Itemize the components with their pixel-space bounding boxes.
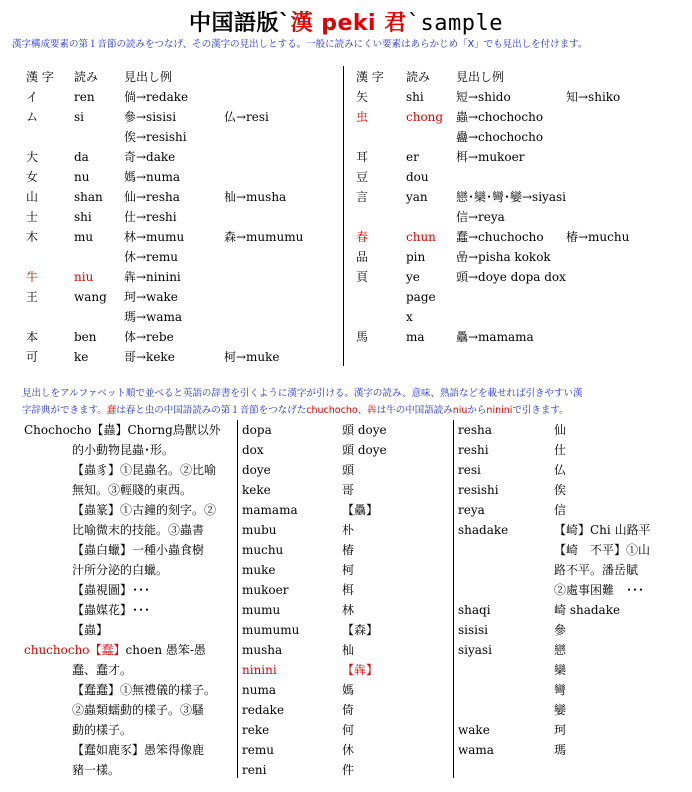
row-example: 嵒→pisha kokok [456,250,551,264]
index-reading: siyasi [458,643,492,657]
row-example: 珂→wake [124,290,178,304]
index-kanji: 件 [342,763,355,777]
column-divider [237,420,238,778]
row-reading: mu [74,230,94,244]
row-reading: yan [406,190,428,204]
header-kanji: 漢 字 [356,70,384,84]
row-kanji: 春 [356,230,369,244]
row-kanji: 女 [26,170,39,184]
row-example-2: 仏→resi [224,110,269,124]
row-kanji: 馬 [356,330,369,344]
row-reading: pin [406,250,426,264]
row-example: 仙→resha [124,190,180,204]
index-kanji: 俟 [554,483,567,497]
index-reading: reya [458,503,485,517]
index-kanji: 仏 [554,463,567,477]
header-kanji: 漢 字 [26,70,54,84]
row-example: 媽→numa [124,170,181,184]
index-kanji: 瑪 [554,743,567,757]
index-reading: doye [242,463,271,477]
index-kanji: 頭 [342,463,355,477]
index-kanji: 頭 doye [342,423,387,437]
index-kanji: 【森】 [342,623,379,637]
row-kanji: 木 [26,230,39,244]
index-reading: resi [458,463,481,477]
row-reading: chong [406,110,444,124]
index-reading: mumu [242,603,281,617]
row-example: 俟→resishi [124,130,187,144]
row-kanji: 豆 [356,170,369,184]
index-kanji: 杣 [342,643,355,657]
column-divider [453,420,454,778]
row-example: 頭→doye dopa dox [456,270,566,284]
title-highlight: 漢 peki 君 [290,11,407,36]
index-kanji: 【崎】Chi 山路平 [554,523,651,537]
title-suffix: `sample [406,11,503,36]
row-kanji: 士 [26,210,39,224]
index-reading: resishi [458,483,499,497]
row-example: 仕→reshi [124,210,177,224]
index-reading: muchu [242,543,284,557]
row-example: 休→remu [124,250,179,264]
index-kanji: 朴 [342,523,355,537]
row-example: 驫→mamama [456,330,534,344]
row-kanji: 本 [26,330,39,344]
row-example: 蟲→chochocho [456,110,544,124]
row-kanji: イ [26,90,39,104]
dict-entry-head: chuchocho【蠢】choen 愚笨-愚 [24,643,206,657]
row-kanji: 矢 [356,90,369,104]
row-reading: nu [74,170,90,184]
index-reading: reke [242,723,270,737]
row-kanji: 可 [26,350,39,364]
index-reading: keke [242,483,271,497]
row-kanji: 耳 [356,150,369,164]
header-note: 漢字構成要素の第１音節の読みをつなげ、その漢字の見出しとする。一般に読みにくい要素はあらかじめ「X」でも見出しを付けます。 [12,39,588,50]
row-reading: er [406,150,419,164]
row-example-2: 知→shiko [566,90,621,104]
index-kanji: 栮 [342,583,355,597]
dict-entry-head: Chochocho【蟲】Chorng鳥獸以外 [24,423,221,437]
index-kanji: ②處事困難 ･･･ [554,583,645,597]
index-kanji: 仕 [554,443,567,457]
index-reading: ninini [242,663,277,677]
dict-entry-line: ②蟲類蠕動的樣子。③騷 [72,703,205,717]
index-kanji: 【驫】 [342,503,379,517]
index-kanji: 媽 [342,683,355,697]
row-reading: wang [74,290,107,304]
row-example: 戀･欒･彎･孌→siyasi [456,190,566,204]
index-reading: wake [458,723,490,737]
row-example-2: 森→mumumu [224,230,304,244]
index-kanji: 珂 [554,723,567,737]
row-example: 林→mumu [124,230,185,244]
row-kanji: 王 [26,290,39,304]
index-kanji: 頭 doye [342,443,387,457]
index-kanji: 【犇】 [342,663,379,677]
dict-entry-line: 【蟲】 [72,623,109,637]
row-kanji: 品 [356,250,369,264]
row-example: 哥→keke [124,350,175,364]
row-example: 倘→redake [124,90,189,104]
header-example: 見出し例 [456,70,505,84]
row-reading: page [406,290,436,304]
row-example: 信→reya [456,210,505,224]
index-reading: shaqi [458,603,491,617]
row-example: 參→sisisi [124,110,177,124]
index-kanji: 欒 [554,663,567,677]
row-reading: ye [406,270,420,284]
dictionary-sample [0,420,692,792]
row-example: 栮→mukoer [456,150,525,164]
index-kanji: 參 [554,623,567,637]
row-example: 短→shido [456,90,511,104]
index-reading: numa [242,683,276,697]
row-kanji: 山 [26,190,39,204]
index-kanji: 何 [342,723,355,737]
row-example: 奇→dake [124,150,176,164]
index-kanji: 路不平。潘岳賦 [554,563,639,577]
index-reading: mukoer [242,583,289,597]
index-reading: dox [242,443,264,457]
index-kanji: 椿 [342,543,355,557]
row-reading: ren [74,90,95,104]
row-example: 体→rebe [124,330,174,344]
row-reading: ke [74,350,89,364]
row-kanji: 大 [26,150,39,164]
row-reading: ma [406,330,425,344]
row-reading: x [406,310,413,324]
index-reading: shadake [458,523,509,537]
row-reading: chun [406,230,436,244]
dict-entry-line: 【蟲篆】①古鐘的刻字。② [72,503,217,517]
dict-entry-line: 【蠢蠢】①無禮儀的樣子。 [72,683,217,697]
row-reading: dou [406,170,429,184]
index-reading: redake [242,703,285,717]
index-kanji: 崎 shadake [554,603,621,617]
component-table-right [356,67,676,367]
title-prefix: 中国語版` [189,11,291,36]
index-kanji: 林 [342,603,355,617]
dict-entry-line: 【蠢如鹿豕】愚笨得像鹿 [72,743,205,757]
dict-entry-line: 【蟲媒花】･･･ [72,603,151,617]
usage-note-line1: 見出しをアルファベット順で並べると英語の辞書を引くように漢字が引ける。漢字の読み、意味、熟語などを載せれば引きやすい漢 [22,388,583,399]
dictionary-entries [24,420,236,780]
header-reading: 読み [406,70,431,84]
index-reading: reni [242,763,267,777]
dict-entry-line: 【蟲視圖】･･･ [72,583,151,597]
index-reading: mumumu [242,623,300,637]
row-reading: niu [74,270,94,284]
index-reading: mubu [242,523,277,537]
row-reading: shi [406,90,424,104]
index-kanji: 仙 [554,423,567,437]
dict-entry-line: 無知。③輕賤的東西。 [72,483,193,497]
dict-entry-line: 【蟲白蠟】一種小蟲食樹 [72,543,205,557]
index-kanji: 哥 [342,483,355,497]
index-kanji: 彎 [554,683,567,697]
row-example-2: 杣→musha [224,190,287,204]
index-reading: resha [458,423,492,437]
dict-entry-line: 比喻微末的技能。③蟲書 [72,523,205,537]
usage-note-line2: 字辞典ができます。蠢は春と虫の中国語読みの第１音節をつなげたchuchocho、犇は牛の中国語読みniuからnininiで引きます。 [22,405,569,416]
row-reading: ben [74,330,97,344]
dict-entry-line: 動的樣子。 [72,723,133,737]
index-kanji: 孌 [554,703,567,717]
row-reading: da [74,150,89,164]
index-reading: mamama [242,503,298,517]
index-reading: sisisi [458,623,488,637]
index-reading: muke [242,563,276,577]
index-kanji: 倚 [342,703,355,717]
dict-entry-line: 【蟲豸】①昆蟲名。②比喻 [72,463,217,477]
usage-note [22,385,682,419]
row-reading: shan [74,190,103,204]
dict-entry-line: 汁所分泌的白蠟。 [72,563,169,577]
dict-entry-line: 豬一樣。 [72,763,121,777]
row-kanji: 虫 [356,110,369,124]
row-example: 蠱→chochocho [456,130,544,144]
table-divider [343,66,344,366]
index-reading: wama [458,743,494,757]
header-reading: 読み [74,70,99,84]
row-kanji: 頁 [356,270,369,284]
row-example: 瑪→wama [124,310,183,324]
index-kanji: 【崎 不平】①山 [554,543,651,557]
index-kanji: 休 [342,743,355,757]
row-kanji: 牛 [26,270,39,284]
row-reading: shi [74,210,92,224]
row-example-2: 椿→muchu [566,230,630,244]
index-kanji: 柯 [342,563,355,577]
index-kanji: 信 [554,503,567,517]
page-title [0,6,692,37]
header-example: 見出し例 [124,70,173,84]
index-reading: musha [242,643,283,657]
dict-entry-line: 蠢、蠢才。 [72,663,133,677]
row-reading: si [74,110,84,124]
dict-entry-line: 的小動物昆蟲･形。 [72,443,175,457]
index-reading: reshi [458,443,489,457]
index-reading: dopa [242,423,272,437]
row-kanji: ム [26,110,39,124]
row-example: 蠢→chuchocho [456,230,544,244]
index-reading: remu [242,743,274,757]
row-example: 犇→ninini [124,270,181,284]
row-example-2: 柯→muke [224,350,280,364]
index-kanji: 戀 [554,643,567,657]
component-table-left [26,67,336,367]
row-kanji: 言 [356,190,369,204]
